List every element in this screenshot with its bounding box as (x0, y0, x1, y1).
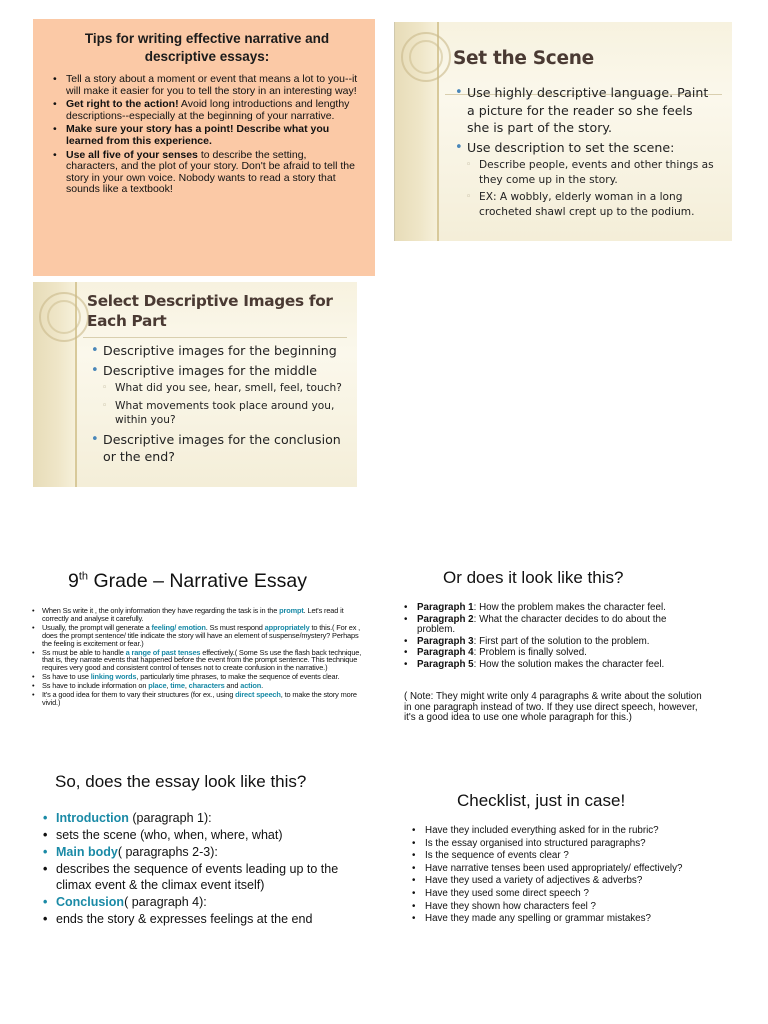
look-title: Or does it look like this? (443, 568, 624, 587)
checklist-item: • Is the sequence of events clear ? (412, 851, 712, 862)
checklist-item: • Have they made any spelling or grammar mistakes? (412, 914, 712, 925)
checklist-title: Checklist, just in case! (457, 791, 626, 810)
narrative-item: • Ss must be able to handle a range of past tenses effectively.( Some Ss use the flash back technique, that is, they narrate events that happened before the event from the prompt sentence. This technique requires very good and consistent control of tenses not to create confusion in the narrative.) (32, 649, 367, 673)
images-bullet: • Descriptive images for the conclusion or the end? (91, 431, 345, 466)
paragraph-item: • Paragraph 1: How the problem makes the character feel. (404, 603, 704, 614)
tips-slide (33, 19, 375, 276)
scene-subbullet: ◦ Describe people, events and other things as they come up in the story. (455, 158, 716, 187)
scene-bullet: • Use description to set the scene: (455, 139, 716, 157)
images-subbullet: ◦ What did you see, hear, smell, feel, touch? (91, 381, 345, 396)
swirl-ornament-icon (47, 300, 81, 334)
narrative-item: • When Ss write it , the only information they have regarding the task is in the prompt. Let's read it correctly and analyse it carefully. (32, 607, 367, 623)
checklist-item: • Have they shown how characters feel ? (412, 902, 712, 913)
essay-detail-item: • sets the scene (who, when, where, what) (43, 827, 343, 843)
scene-list (455, 84, 716, 222)
tips-title: Tips for writing effective narrative and descriptive essays: (84, 31, 330, 64)
paragraph-item: • Paragraph 5: How the solution makes the character feel. (404, 660, 704, 671)
essay-section-item: • Introduction (paragraph 1): (43, 810, 343, 826)
paragraph-item: • Paragraph 4: Problem is finally solved. (404, 648, 704, 659)
tips-item: • Tell a story about a moment or event that means a lot to you--it will make it easier for you to tell the story in an interesting way! (53, 74, 361, 97)
checklist-item: • Have they used a variety of adjectives & adverbs? (412, 876, 712, 887)
images-title: Select Descriptive Images for Each Part (87, 292, 333, 330)
tips-item: • Get right to the action! Avoid long introductions and lengthy descriptions--especially at the beginning of your narrative. (53, 99, 361, 122)
checklist-item: • Is the essay organised into structured paragraphs? (412, 839, 712, 850)
tips-item: • Make sure your story has a point! Describe what you learned from this experience. (53, 124, 361, 147)
narrative-title: 9th Grade – Narrative Essay (68, 570, 307, 592)
scene-bullet: • Use highly descriptive language. Paint a picture for the reader so she feels she is part of the story. (455, 84, 716, 137)
narrative-item: • Usually, the prompt will generate a feeling/ emotion. Ss must respond appropriately to this.( For ex , does the prompt sentence/ title indicate the story will have an element of suspense/mystery? Perhaps the feeling is excitement or fear.) (32, 624, 367, 648)
checklist-item: • Have they used some direct speech ? (412, 889, 712, 900)
narrative-item: • Ss have to use linking words, particularly time phrases, to make the sequence of events clear. (32, 673, 367, 681)
scene-title: Set the Scene (453, 48, 594, 69)
set-the-scene-slide (394, 22, 732, 241)
tips-list (53, 74, 361, 196)
swirl-ornament-icon (409, 40, 443, 74)
paragraph-list (404, 603, 704, 671)
checklist (412, 826, 712, 927)
narrative-item: • It's a good idea for them to vary their structures (for ex., using direct speech, to make the story more vivid.) (32, 691, 367, 707)
paragraph-note: ( Note: They might write only 4 paragraphs & write about the solution in one paragraph instead of two. If they use direct speech, however, it's a good idea to use one whole paragraph for this.) (404, 691, 702, 723)
checklist-item: • Have they included everything asked for in the rubric? (412, 826, 712, 837)
checklist-item: • Have narrative tenses been used appropriately/ effectively? (412, 864, 712, 875)
paragraph-item: • Paragraph 3: First part of the solution to the problem. (404, 637, 704, 648)
essay-detail-item: • ends the story & expresses feelings at the end (43, 911, 343, 927)
images-subbullet: ◦ What movements took place around you, within you? (91, 399, 345, 428)
images-bullet: • Descriptive images for the middle (91, 362, 345, 380)
essay-title: So, does the essay look like this? (55, 772, 307, 791)
scene-subbullet: ◦ EX: A wobbly, elderly woman in a long crocheted shawl crept up to the podium. (455, 190, 716, 219)
divider (83, 337, 347, 338)
essay-detail-item: • describes the sequence of events leading up to the climax event & the climax event itself) (43, 861, 343, 893)
descriptive-images-slide (33, 282, 357, 487)
images-list (91, 342, 345, 468)
images-bullet: • Descriptive images for the beginning (91, 342, 345, 360)
essay-section-item: • Conclusion( paragraph 4): (43, 894, 343, 910)
narrative-list (32, 607, 367, 708)
narrative-item: • Ss have to include information on place, time, characters and action. (32, 682, 367, 690)
essay-section-item: • Main body( paragraphs 2-3): (43, 844, 343, 860)
essay-list (43, 810, 343, 928)
tips-item: • Use all five of your senses to describe the setting, characters, and the plot of your story. Don't be afraid to tell the story in your own voice. Nobody wants to read a story that sounds like a textbook! (53, 150, 361, 196)
paragraph-item: • Paragraph 2: What the character decides to do about the problem. (404, 615, 704, 636)
